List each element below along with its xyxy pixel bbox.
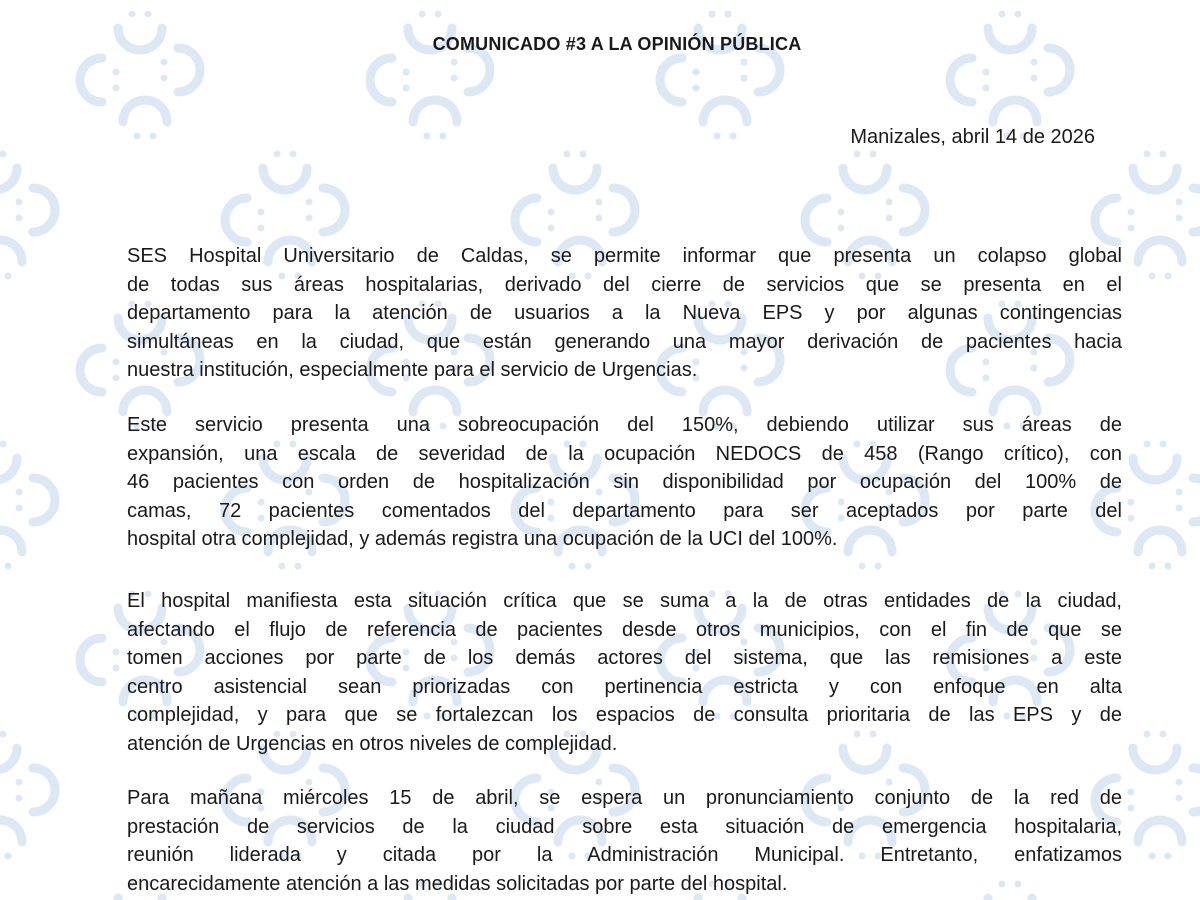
text-line: expansión, una escala de severidad de la ocupación NEDOCS de 458 (Rango crítico), con bbox=[127, 442, 1122, 465]
text-line: departamento para la atención de usuarios a la Nueva EPS y por algunas contingencias bbox=[127, 302, 1122, 324]
text-line: atención de Urgencias en otros niveles de complejidad. bbox=[127, 732, 618, 755]
date-line: Manizales, abril 14 de 2026 bbox=[850, 126, 1095, 148]
text-line: centro asistencial sean priorizadas con pertinencia estricta y con enfoque en alta bbox=[127, 675, 1122, 698]
text-line: hospital otra complejidad, y además registra una ocupación de la UCI del 100%. bbox=[127, 528, 838, 550]
document-title: COMUNICADO #3 A LA OPINIÓN PÚBLICA bbox=[432, 34, 802, 54]
text-line: 46 pacientes con orden de hospitalización sin disponibilidad por ocupación del 100% de bbox=[127, 471, 1122, 493]
text-line: de todas sus áreas hospitalarias, derivado del cierre de servicios que se presenta en el bbox=[127, 273, 1122, 296]
text-line: SES Hospital Universitario de Caldas, se permite informar que presenta un colapso global bbox=[127, 245, 1122, 267]
paragraph-2 bbox=[127, 411, 1122, 554]
text-line: complejidad, y para que se fortalezcan los espacios de consulta prioritaria de las EPS y de bbox=[127, 704, 1122, 726]
text-line: nuestra institución, especialmente para el servicio de Urgencias. bbox=[127, 359, 698, 381]
text-line: prestación de servicios de la ciudad sobre esta situación de emergencia hospitalaria, bbox=[127, 815, 1122, 838]
text-line: reunión liderada y citada por la Administración Municipal. Entretanto, enfatizamos bbox=[127, 844, 1122, 866]
text-line: encarecidamente atención a las medidas solicitadas por parte del hospital. bbox=[127, 872, 788, 895]
paragraph-1 bbox=[127, 242, 1122, 385]
text-line: simultáneas en la ciudad, que están generando una mayor derivación de pacientes hacia bbox=[127, 330, 1122, 353]
paragraph-3 bbox=[127, 587, 1122, 758]
text-line: afectando el flujo de referencia de pacientes desde otros municipios, con el fin de que se bbox=[127, 618, 1122, 641]
text-line: camas, 72 pacientes comentados del departamento para ser aceptados por parte del bbox=[127, 499, 1122, 522]
text-line: Este servicio presenta una sobreocupación del 150%, debiendo utilizar sus áreas de bbox=[127, 414, 1122, 436]
paragraph-4 bbox=[127, 784, 1122, 898]
text-line: Para mañana miércoles 15 de abril, se espera un pronunciamiento conjunto de la red de bbox=[127, 787, 1122, 809]
text-line: tomen acciones por parte de los demás actores del sistema, que las remisiones a este bbox=[127, 647, 1122, 669]
text-line: El hospital manifiesta esta situación crítica que se suma a la de otras entidades de la ciudad, bbox=[127, 590, 1122, 612]
